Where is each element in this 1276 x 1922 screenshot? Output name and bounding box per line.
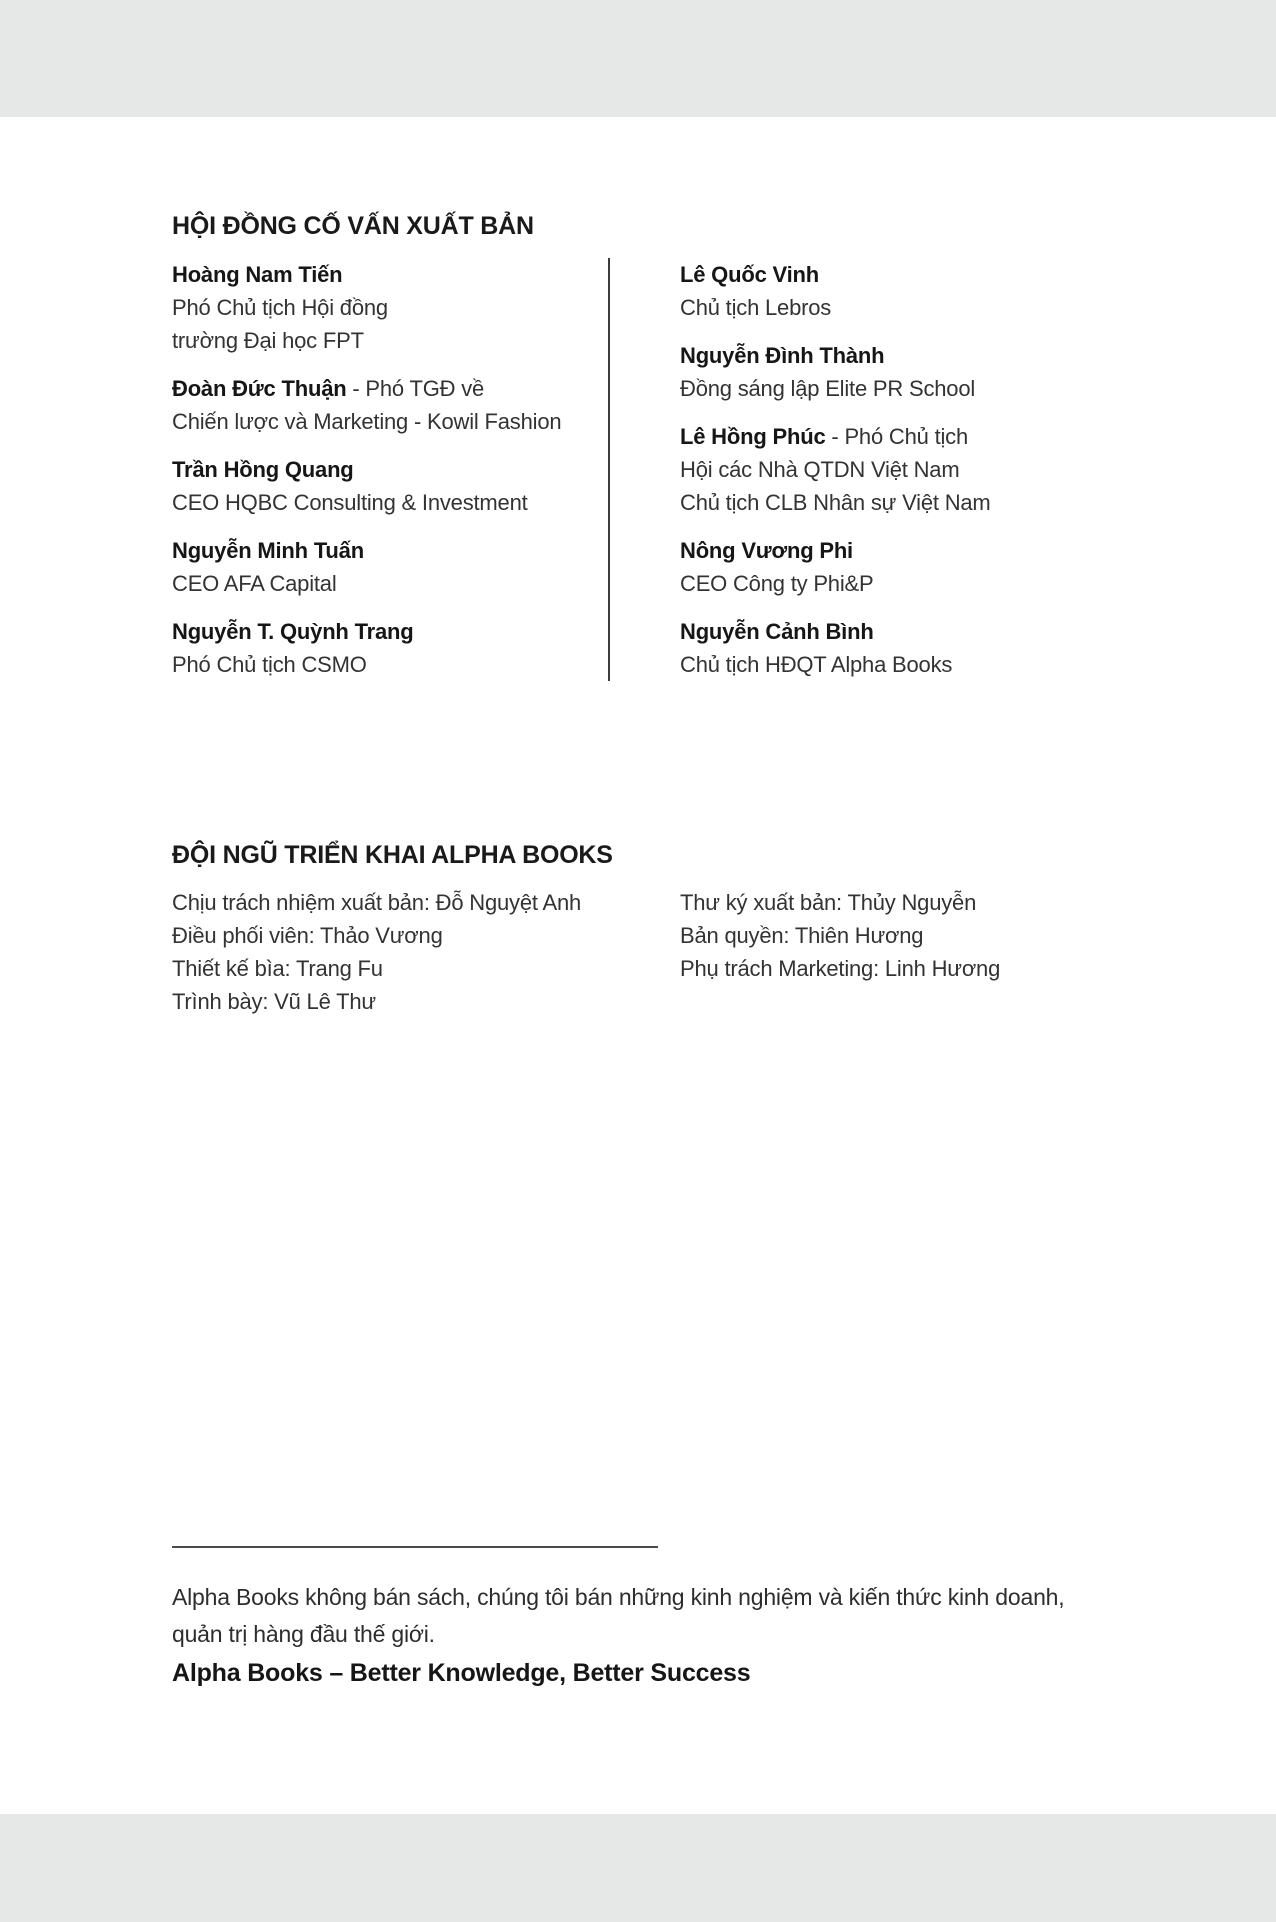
advisor-entry [172,453,608,519]
person-name-suffix: - Phó Chủ tịch [825,424,969,449]
footer-divider-rule [172,1546,658,1548]
advisor-entry [172,372,608,438]
team-heading: ĐỘI NGŨ TRIỂN KHAI ALPHA BOOKS [172,841,613,869]
person-role: Chủ tịch Lebros [680,295,832,320]
advisory-column-left [172,258,608,681]
team-column-right [680,886,1000,1018]
team-credit-line: Trình bày: Vũ Lê Thư [172,989,376,1014]
team-credit-line: Chịu trách nhiệm xuất bản: Đỗ Nguyệt Anh [172,890,582,915]
brand-statement [172,1579,1116,1653]
advisor-name-line [680,534,1116,567]
person-name-suffix: - Phó TGĐ về [346,376,485,401]
advisor-name-line [680,339,1116,372]
team-credit-line: Thiết kế bìa: Trang Fu [172,956,383,981]
person-name: Hoàng Nam Tiến [172,262,343,287]
team-credit-line: Phụ trách Marketing: Linh Hương [680,956,1001,981]
person-role: Hội các Nhà QTDN Việt Nam [680,457,960,482]
advisor-entry [680,615,1116,681]
person-name: Nguyễn T. Quỳnh Trang [172,619,414,644]
person-role: Chiến lược và Marketing - Kowil Fashion [172,409,562,434]
advisor-name-line [172,534,608,567]
advisor-name-line [680,615,1116,648]
person-role: Đồng sáng lập Elite PR School [680,376,976,401]
advisor-entry [172,534,608,600]
team-section [172,841,1116,1018]
person-name: Nguyễn Minh Tuấn [172,538,364,563]
bottom-band [0,1814,1276,1922]
team-credit-line: Thư ký xuất bản: Thủy Nguyễn [680,890,977,915]
person-name: Nguyễn Cảnh Bình [680,619,874,644]
person-role: Chủ tịch HĐQT Alpha Books [680,652,953,677]
advisory-board-heading: HỘI ĐỒNG CỐ VẤN XUẤT BẢN [172,212,534,240]
person-role: Phó Chủ tịch CSMO [172,652,367,677]
person-name: Nông Vương Phi [680,538,853,563]
advisor-entry [680,420,1116,519]
person-role: CEO Công ty Phi&P [680,571,874,596]
team-columns [172,886,1116,1018]
advisory-columns [172,258,1116,681]
advisor-name-line [680,420,1116,453]
advisor-entry [172,615,608,681]
brand-tagline: Alpha Books – Better Knowledge, Better Success [172,1659,751,1687]
person-role: CEO AFA Capital [172,571,337,596]
advisor-name-line [172,372,608,405]
footer-section [172,1546,1116,1688]
advisory-column-right [610,258,1116,681]
team-credit-line: Bản quyền: Thiên Hương [680,923,924,948]
person-name: Lê Quốc Vinh [680,262,819,287]
person-role: Phó Chủ tịch Hội đồng [172,295,388,320]
person-name: Đoàn Đức Thuận [172,376,347,401]
team-credit-line: Điều phối viên: Thảo Vương [172,923,443,948]
advisor-name-line [172,258,608,291]
person-role: CEO HQBC Consulting & Investment [172,490,528,515]
person-name: Lê Hồng Phúc [680,424,826,449]
page-content [172,0,1116,1688]
advisor-entry [680,339,1116,405]
person-role: Chủ tịch CLB Nhân sự Việt Nam [680,490,991,515]
person-name: Trần Hồng Quang [172,457,354,482]
advisor-name-line [680,258,1116,291]
brand-statement-line2: quản trị hàng đầu thế giới. [172,1621,435,1647]
advisor-entry [680,534,1116,600]
team-column-left [172,886,680,1018]
advisor-entry [680,258,1116,324]
advisor-name-line [172,615,608,648]
person-name: Nguyễn Đình Thành [680,343,885,368]
advisor-name-line [172,453,608,486]
brand-statement-line1: Alpha Books không bán sách, chúng tôi bán những kinh nghiệm và kiến thức kinh doanh, [172,1584,1065,1610]
advisor-entry [172,258,608,357]
person-role: trường Đại học FPT [172,328,364,353]
advisory-board-section [172,0,1116,681]
